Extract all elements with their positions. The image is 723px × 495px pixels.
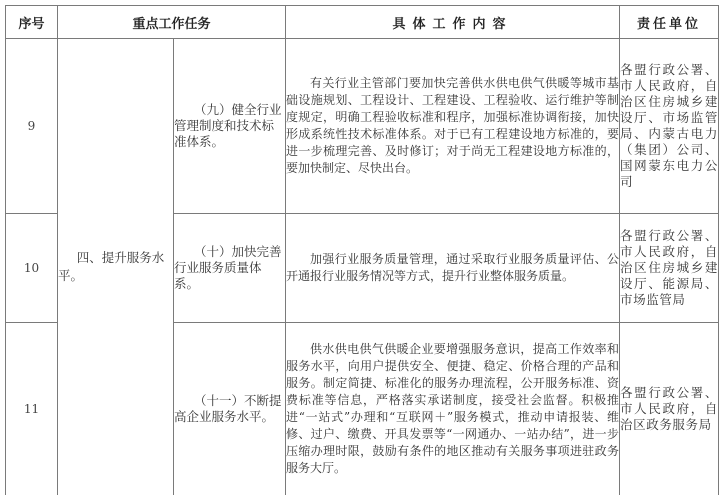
unit-text: 各盟行政公署、市人民政府，自治区政务服务局 (620, 385, 719, 432)
table-row (6, 39, 719, 214)
merged-task-cell (58, 39, 174, 495)
header-work-content: 具体工作内容 (286, 6, 620, 39)
task-table (5, 5, 719, 495)
subtask-text: （十）加快完善行业服务质量体系。 (174, 244, 282, 291)
row-number: 9 (6, 39, 58, 214)
unit-text: 各盟行政公署、市人民政府，自治区住房城乡建设厅、市场监管局、内蒙古电力（集团）公司、国网蒙东电力公司 (620, 62, 719, 189)
header-serial-number: 序号 (6, 6, 58, 39)
content-cell (286, 39, 620, 214)
row-number: 11 (6, 323, 58, 495)
row-number: 10 (6, 214, 58, 323)
unit-cell (620, 323, 719, 495)
unit-cell (620, 214, 719, 323)
content-cell (286, 323, 620, 495)
subtask-text: （十一）不断提高企业服务水平。 (174, 393, 282, 424)
content-text: 加强行业服务质量管理，通过采取行业服务质量评估、公开通报行业服务情况等方式，提升行业整体服务质量。 (286, 252, 620, 283)
merged-task-text: 四、提升服务水平。 (58, 250, 165, 283)
subtask-text: （九）健全行业管理制度和技术标准体系。 (174, 102, 282, 149)
subtask-cell (174, 214, 286, 323)
content-text: 供水供电供气供暖企业要增强服务意识，提高工作效率和服务水平，向用户提供安全、便捷、稳定、价格合理的产品和服务。制定简捷、标准化的服务办理流程，公开服务标准、资费标准等信息，严格落实承诺制度，接受社会监督。积极推进“一站式”办理和“互联网＋”服务模式，推动申请报装、维修、过户、缴费、开具发票等“一网通办、一站办结”，进一步压缩办理时限，鼓励有条件的地区推动有关服务事项进驻政务服务大厅。 (286, 342, 620, 475)
header-responsible-unit: 责任单位 (620, 6, 719, 39)
content-text: 有关行业主管部门要加快完善供水供电供气供暖等城市基础设施规划、工程设计、工程建设、工程验收、运行维护等制度规定，明确工程验收标准和程序，加强标准协调衔接，加快形成系统性技术标准体系。对于已有工程建设地方标准的，要进一步梳理完善、及时修订；对于尚无工程建设地方标准的，要加快制定、尽快出台。 (286, 76, 620, 175)
table-header-row (6, 6, 719, 39)
header-key-task: 重点工作任务 (58, 6, 286, 39)
content-cell (286, 214, 620, 323)
unit-cell (620, 39, 719, 214)
subtask-cell (174, 323, 286, 495)
subtask-cell (174, 39, 286, 214)
unit-text: 各盟行政公署、市人民政府，自治区住房城乡建设厅、能源局、市场监管局 (620, 228, 719, 307)
